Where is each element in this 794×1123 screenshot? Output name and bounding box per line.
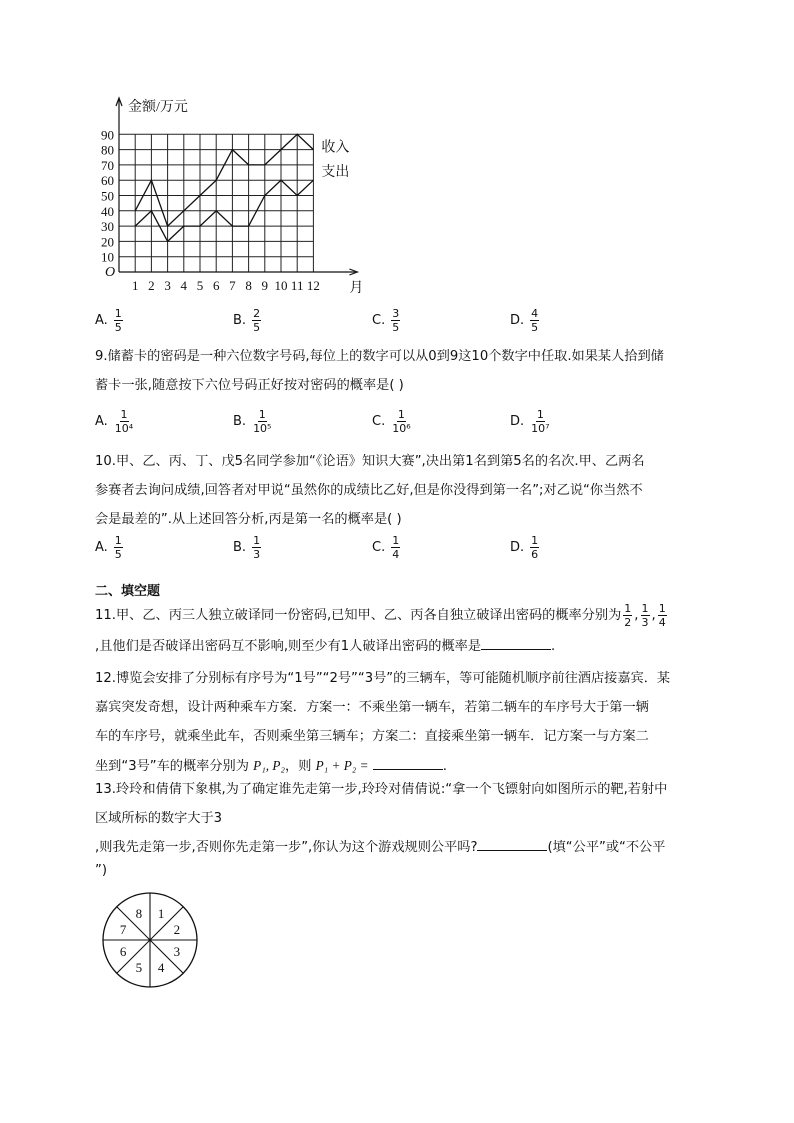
y-tick-label: 60 xyxy=(101,173,114,189)
x-tick-label: 2 xyxy=(148,278,155,293)
x-tick-label: 1 xyxy=(131,278,139,293)
q11-answer-blank[interactable] xyxy=(481,637,551,650)
target-sector-label: 7 xyxy=(119,921,127,937)
option-fraction: $\frac{1}{\text{10⁶}}$ xyxy=(392,408,411,435)
q10-option-d[interactable] xyxy=(510,534,541,561)
q13-line-4: ”) xyxy=(95,863,107,878)
q8-option-c[interactable] xyxy=(372,307,402,334)
option-fraction: $\frac{1}{5}$ xyxy=(114,307,122,334)
y-tick-label: 50 xyxy=(101,188,114,204)
q13-line-2: 区域所标的数字大于3 xyxy=(95,811,223,826)
q11-frac-1: $\frac{1}{2}$ xyxy=(624,601,632,629)
option-fraction: $\frac{1}{5}$ xyxy=(114,534,122,561)
q12-line-4: 坐到“3号”车的概率分别为 P₁, P₂，则 P₁ + P₂ = . xyxy=(95,758,447,774)
chart-grid xyxy=(116,98,357,275)
option-letter: D. xyxy=(510,540,525,555)
x-tick-label: 8 xyxy=(245,278,252,293)
legend-label-expense: 支出 xyxy=(321,165,350,181)
x-tick-label: 9 xyxy=(261,278,269,293)
option-letter: B. xyxy=(233,540,247,555)
y-tick-label: 20 xyxy=(101,234,114,250)
question-12 xyxy=(95,664,700,780)
q13-answer-blank[interactable] xyxy=(477,838,547,851)
q11-text-1: 11.甲、乙、丙三人独立破译同一份密码,已知甲、乙、丙各自独立破译出密码的概率分别为 xyxy=(95,608,622,623)
option-letter: D. xyxy=(510,313,525,328)
x-tick-label: 11 xyxy=(290,278,304,293)
q9-option-c[interactable] xyxy=(372,408,414,435)
q13-line-3: ,则我先走第一步,否则你先走第一步”,你认为这个游戏规则公平吗? (填“公平”或“不公平 xyxy=(95,840,666,855)
q11-frac-2: $\frac{1}{3}$ xyxy=(641,601,649,629)
q8-option-d[interactable] xyxy=(510,307,541,334)
q10-line-1: 10.甲、乙、丙、丁、戊5名同学参加“《论语》知识大赛”,决出第1名到第5名的名次.甲、乙两名 xyxy=(95,454,645,469)
target-sector-label: 5 xyxy=(135,959,143,975)
y-tick-label: 80 xyxy=(101,142,114,158)
section-title: 二、填空题 xyxy=(95,584,161,599)
x-tick-label: 10 xyxy=(274,278,288,293)
q11-line-2: ,且他们是否破译出密码互不影响,则至少有1人破译出密码的概率是 . xyxy=(95,639,556,654)
q12-line-1: 12.博览会安排了分别标有序号为“1号”“2号”“3号”的三辆车，等可能随机顺序前往酒店接嘉宾．某 xyxy=(95,671,671,686)
q8-option-b[interactable] xyxy=(233,307,263,334)
q11-text-2: ,且他们是否破译出密码互不影响,则至少有1人破译出密码的概率是 xyxy=(95,639,482,654)
option-fraction: $\frac{1}{\text{10⁴}}$ xyxy=(114,408,134,435)
target-sector-label: 6 xyxy=(119,944,127,960)
option-letter: A. xyxy=(95,313,108,328)
question-13 xyxy=(95,775,700,884)
x-tick-label: 4 xyxy=(180,278,188,293)
x-tick-label: 5 xyxy=(196,278,204,293)
q9-option-d[interactable] xyxy=(510,408,553,435)
x-tick-label: 12 xyxy=(306,278,320,293)
q9-option-b[interactable] xyxy=(233,408,274,435)
y-axis-label: 金额/万元 xyxy=(128,100,188,115)
q10-option-b[interactable] xyxy=(233,534,263,561)
q12-line-3: 车的车序号，就乘坐此车，否则乘坐第三辆车；方案二：直接乘坐第一辆车．记方案一与方案二 xyxy=(95,729,649,744)
target-sector-label: 3 xyxy=(173,944,181,960)
option-fraction: $\frac{1}{6}$ xyxy=(531,534,539,561)
option-letter: A. xyxy=(95,414,108,429)
q10-line-3: 会是最差的”.从上述回答分析,丙是第一名的概率是( ) xyxy=(95,512,402,527)
y-tick-label: 90 xyxy=(101,127,114,143)
q13-line-1: 13.玲玲和倩倩下象棋,为了确定谁先走第一步,玲玲对倩倩说:“拿一个飞镖射向如图所示的靶,若射中 xyxy=(95,782,668,797)
target-sector-label: 1 xyxy=(157,906,165,922)
option-letter: B. xyxy=(233,313,247,328)
x-tick-label: 7 xyxy=(229,278,236,293)
income-expense-chart xyxy=(95,92,375,297)
option-fraction: $\frac{3}{5}$ xyxy=(392,307,400,334)
q10-line-2: 参赛者去询问成绩,回答者对甲说“虽然你的成绩比乙好,但是你没得到第一名”;对乙说“你当然不 xyxy=(95,483,643,498)
question-11 xyxy=(95,600,700,661)
q11-line-1: 11.甲、乙、丙三人独立破译同一份密码,已知甲、乙、丙各自独立破译出密码的概率分别为 $\frac{1}{2}$ , $\frac{1}{3}$ , $\frac{1}{4}$ xyxy=(95,601,666,629)
option-letter: C. xyxy=(372,414,386,429)
target-sector-label: 8 xyxy=(135,906,143,922)
chart-series xyxy=(135,134,313,241)
x-tick-label: 3 xyxy=(164,278,171,293)
q10-option-a[interactable] xyxy=(95,534,125,561)
q11-frac-3: $\frac{1}{4}$ xyxy=(658,601,666,629)
q9-line-1: 9.储蓄卡的密码是一种六位数字号码,每位上的数字可以从0到9这10个数字中任取.如果某人拾到储 xyxy=(95,349,664,364)
legend-label-income: 收入 xyxy=(321,140,350,156)
option-fraction: $\frac{1}{\text{10⁵}}$ xyxy=(253,408,272,435)
option-fraction: $\frac{4}{5}$ xyxy=(531,307,539,334)
option-letter: C. xyxy=(372,313,386,328)
x-axis-label: 月 xyxy=(349,281,364,296)
option-letter: C. xyxy=(372,540,386,555)
origin-label: O xyxy=(105,265,116,280)
option-fraction: $\frac{2}{5}$ xyxy=(253,307,261,334)
option-fraction: $\frac{1}{4}$ xyxy=(392,534,400,561)
option-fraction: $\frac{1}{\text{10⁷}}$ xyxy=(531,408,550,435)
q8-option-a[interactable] xyxy=(95,307,125,334)
q12-answer-blank[interactable] xyxy=(373,757,443,770)
option-letter: B. xyxy=(233,414,247,429)
y-tick-label: 40 xyxy=(101,203,114,219)
option-fraction: $\frac{1}{3}$ xyxy=(253,534,261,561)
q9-line-2: 蓄卡一张,随意按下六位号码正好按对密码的概率是( ) xyxy=(95,378,404,393)
question-9 xyxy=(95,342,700,400)
y-tick-label: 10 xyxy=(101,249,114,265)
y-tick-label: 70 xyxy=(101,157,114,173)
target-sector-label: 4 xyxy=(157,959,165,975)
option-letter: A. xyxy=(95,540,108,555)
question-10 xyxy=(95,447,700,534)
option-letter: D. xyxy=(510,414,525,429)
q10-option-c[interactable] xyxy=(372,534,402,561)
dartboard-target xyxy=(100,890,200,990)
x-tick-label: 6 xyxy=(212,278,220,293)
q9-option-a[interactable] xyxy=(95,408,136,435)
y-tick-label: 30 xyxy=(101,219,114,235)
target-sector-label: 2 xyxy=(173,921,181,937)
q12-line-2: 嘉宾突发奇想，设计两种乘车方案．方案一：不乘坐第一辆车，若第二辆车的车序号大于第一辆 xyxy=(95,700,649,715)
